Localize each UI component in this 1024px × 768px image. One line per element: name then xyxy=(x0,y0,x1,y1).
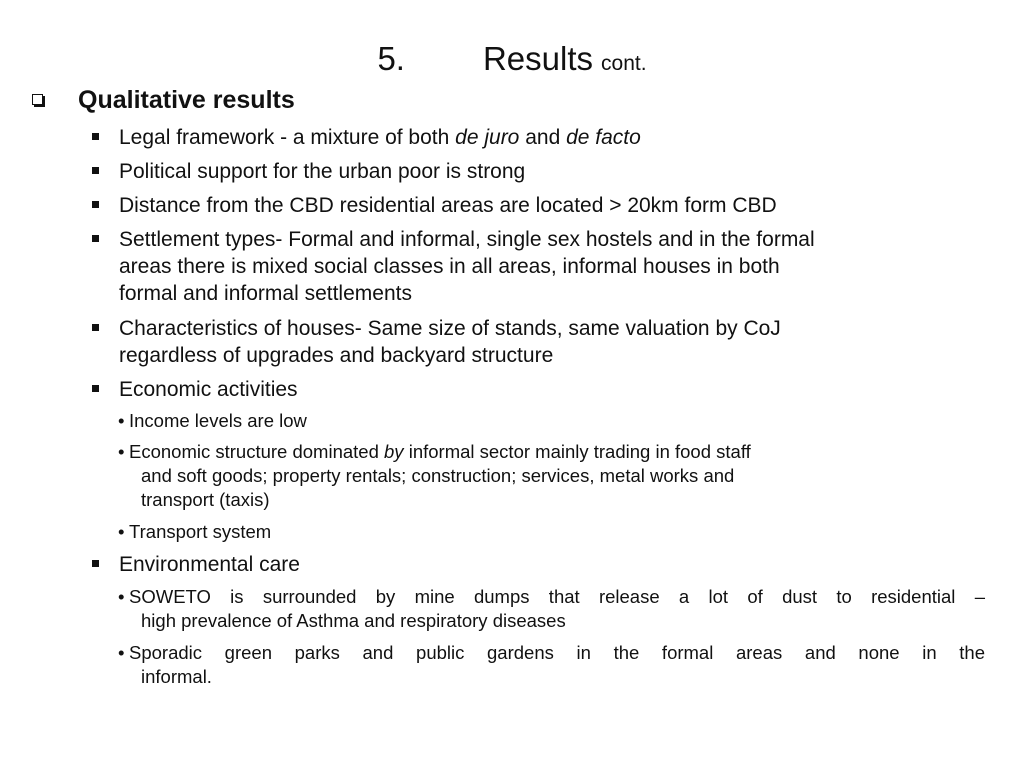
text-segment: informal sector mainly trading in food staff xyxy=(403,441,751,462)
italic-term: de juro xyxy=(455,126,520,149)
bullet-text-line: Settlement types- Formal and informal, single sex hostels and in the formal xyxy=(119,228,815,251)
square-bullet-icon xyxy=(92,385,99,392)
heading-text: Qualitative results xyxy=(78,86,295,114)
italic-term: by xyxy=(384,441,404,462)
bullet-text-line: regardless of upgrades and backyard structure xyxy=(119,344,554,367)
bullet-text: Economic activities xyxy=(119,378,298,401)
sub-item-text-line: high prevalence of Asthma and respiratory diseases xyxy=(141,610,566,631)
text-segment: Legal framework - a mixture of both xyxy=(119,126,456,149)
dot-bullet-icon: • xyxy=(118,441,125,462)
square-bullet-icon xyxy=(92,133,99,140)
sub-item-text-line: SOWETO is surrounded by mine dumps that release a lot of dust to residential – xyxy=(129,586,985,607)
sub-item-text-line xyxy=(129,440,985,464)
title-number: 5. xyxy=(377,40,405,77)
hollow-square-bullet-icon xyxy=(32,94,43,105)
sub-item-text: Income levels are low xyxy=(129,410,307,431)
sub-item-text-line: Sporadic green parks and public gardens in the formal areas and none in the xyxy=(129,642,985,663)
bullet-text: Political support for the urban poor is strong xyxy=(119,160,526,183)
slide-title xyxy=(0,36,1024,87)
bullet-text: Environmental care xyxy=(119,553,300,576)
dot-bullet-icon: • xyxy=(118,642,125,663)
title-text: Results xyxy=(482,40,594,77)
sub-item-text-line: and soft goods; property rentals; construction; services, metal works and xyxy=(141,465,735,486)
bullet-text-line: Characteristics of houses- Same size of stands, same valuation by CoJ xyxy=(119,317,781,340)
square-bullet-icon xyxy=(92,560,99,567)
square-bullet-icon xyxy=(92,235,99,242)
dot-bullet-icon: • xyxy=(118,410,125,431)
sub-item-text: Transport system xyxy=(129,521,272,542)
dot-bullet-icon: • xyxy=(118,521,125,542)
square-bullet-icon xyxy=(92,324,99,331)
bullet-text-line: areas there is mixed social classes in all areas, informal houses in both xyxy=(119,255,780,278)
title-suffix: cont. xyxy=(601,52,647,75)
square-bullet-icon xyxy=(92,167,99,174)
sub-item-text-line: informal. xyxy=(141,666,212,687)
dot-bullet-icon: • xyxy=(118,586,125,607)
text-segment: Economic structure dominated xyxy=(129,441,385,462)
sub-item-text-line: transport (taxis) xyxy=(141,489,270,510)
bullet-text: Distance from the CBD residential areas are located > 20km form CBD xyxy=(119,194,777,217)
italic-term: de facto xyxy=(566,126,641,149)
square-bullet-icon xyxy=(92,201,99,208)
bullet-text-line: formal and informal settlements xyxy=(119,282,412,305)
bullet-text xyxy=(119,124,994,151)
text-segment: and xyxy=(519,126,567,149)
